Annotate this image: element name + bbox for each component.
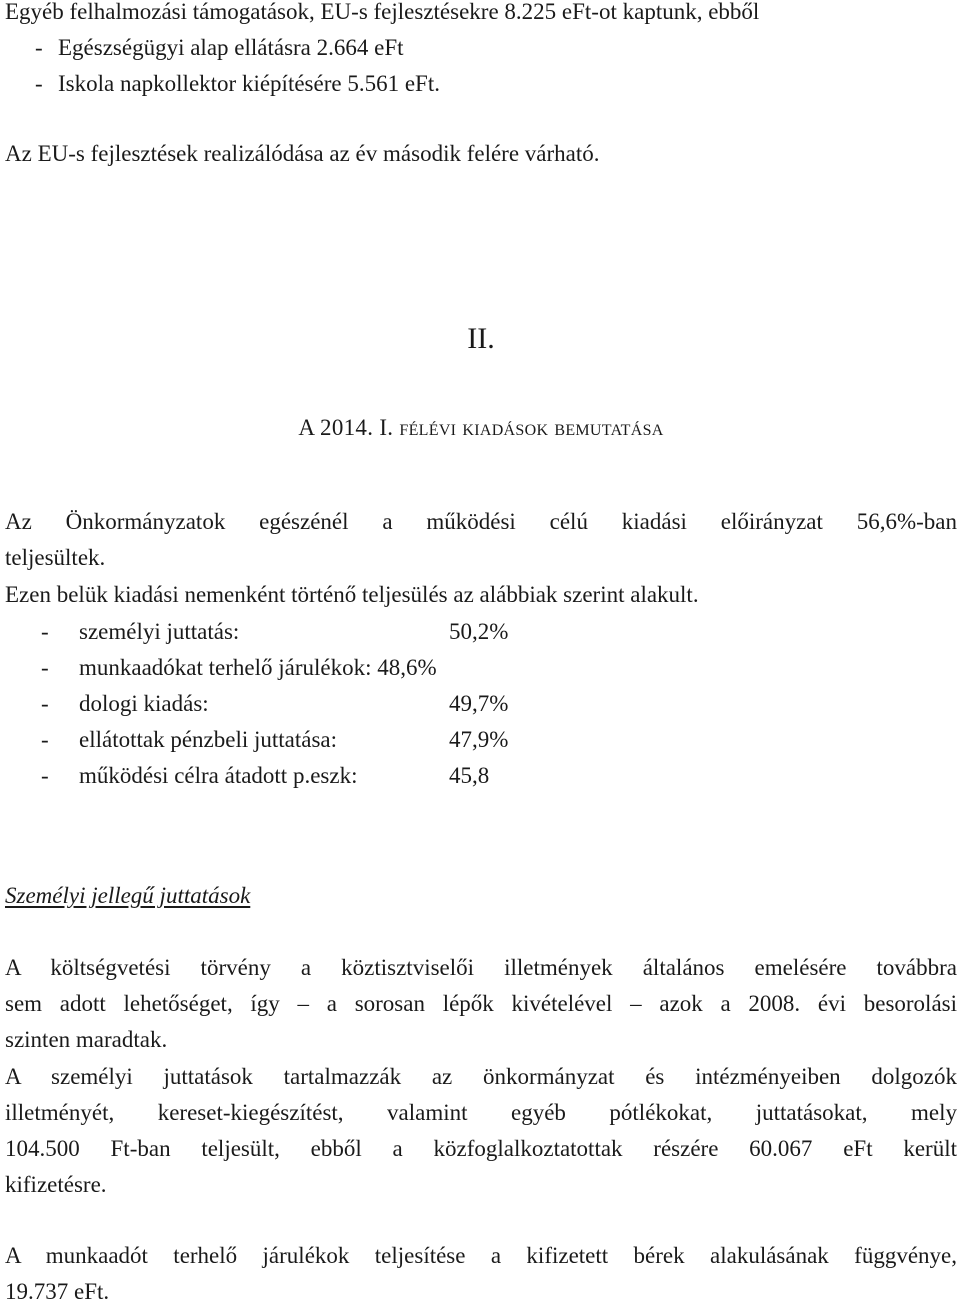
section-number: II.: [467, 322, 495, 355]
body-paragraph-line: Ezen belük kiadási nemenként történő teljesülés az alábbiak szerint alakult.: [5, 582, 699, 607]
list-item: - személyi juttatás: 50,2%: [5, 617, 508, 647]
personal-paragraph-line: sem adott lehetőséget, így – a sorosan lépők kivételével – azok a 2008. évi besorolási: [5, 991, 957, 1016]
intro-line: Egyéb felhalmozási támogatások, EU-s fejlesztésekre 8.225 eFt-ot kaptunk, ebből: [5, 0, 760, 24]
personal-paragraph-line: 104.500 Ft-ban teljesült, ebből a közfoglalkoztatottak részére 60.067 eFt került: [5, 1136, 957, 1161]
list-item: - működési célra átadott p.eszk: 45,8: [5, 761, 489, 791]
list-item: - dologi kiadás: 49,7%: [5, 689, 508, 719]
intro-line: Az EU-s fejlesztések realizálódása az év második felére várható.: [5, 141, 600, 166]
body-paragraph-line: Az Önkormányzatok egészénél a működési célú kiadási előirányzat 56,6%-ban: [5, 509, 957, 534]
dash-marker: -: [41, 763, 49, 788]
section-title-prefix: A 2014. I.: [298, 415, 400, 440]
dash-marker: -: [35, 35, 43, 60]
body-paragraph-line: teljesültek.: [5, 545, 106, 570]
intro-sub-item: - Egészségügyi alap ellátásra 2.664 eFt: [5, 33, 404, 63]
intro-sub-item: - Iskola napkollektor kiépítésére 5.561 eFt.: [5, 69, 440, 99]
section-title-rest: félévi kiadások bemutatása: [399, 415, 664, 440]
personal-paragraph-line: illetményét, kereset-kiegészítést, valamint egyéb pótlékokat, juttatásokat, mely: [5, 1100, 957, 1125]
personal-paragraph-line: A munkaadót terhelő járulékok teljesítése a kifizetett bérek alakulásának függvénye,: [5, 1243, 957, 1268]
list-item: - munkaadókat terhelő járulékok: 48,6%: [5, 653, 437, 683]
dash-marker: -: [41, 727, 49, 752]
personal-paragraph-line: A személyi juttatások tartalmazzák az önkormányzat és intézményeiben dolgozók: [5, 1064, 957, 1089]
dash-marker: -: [41, 655, 49, 680]
dash-marker: -: [35, 71, 43, 96]
personal-paragraph-line: A költségvetési törvény a köztisztviselői illetmények általános emelésére továbbra: [5, 955, 957, 980]
dash-marker: -: [41, 691, 49, 716]
personal-paragraph-line: kifizetésre.: [5, 1172, 107, 1197]
dash-marker: -: [41, 619, 49, 644]
subsection-heading: Személyi jellegű juttatások: [5, 883, 251, 908]
personal-paragraph-line: szinten maradtak.: [5, 1027, 168, 1052]
list-item: - ellátottak pénzbeli juttatása: 47,9%: [5, 725, 508, 755]
section-title: [5, 413, 957, 443]
personal-paragraph-line: 19.737 eFt.: [5, 1279, 110, 1304]
